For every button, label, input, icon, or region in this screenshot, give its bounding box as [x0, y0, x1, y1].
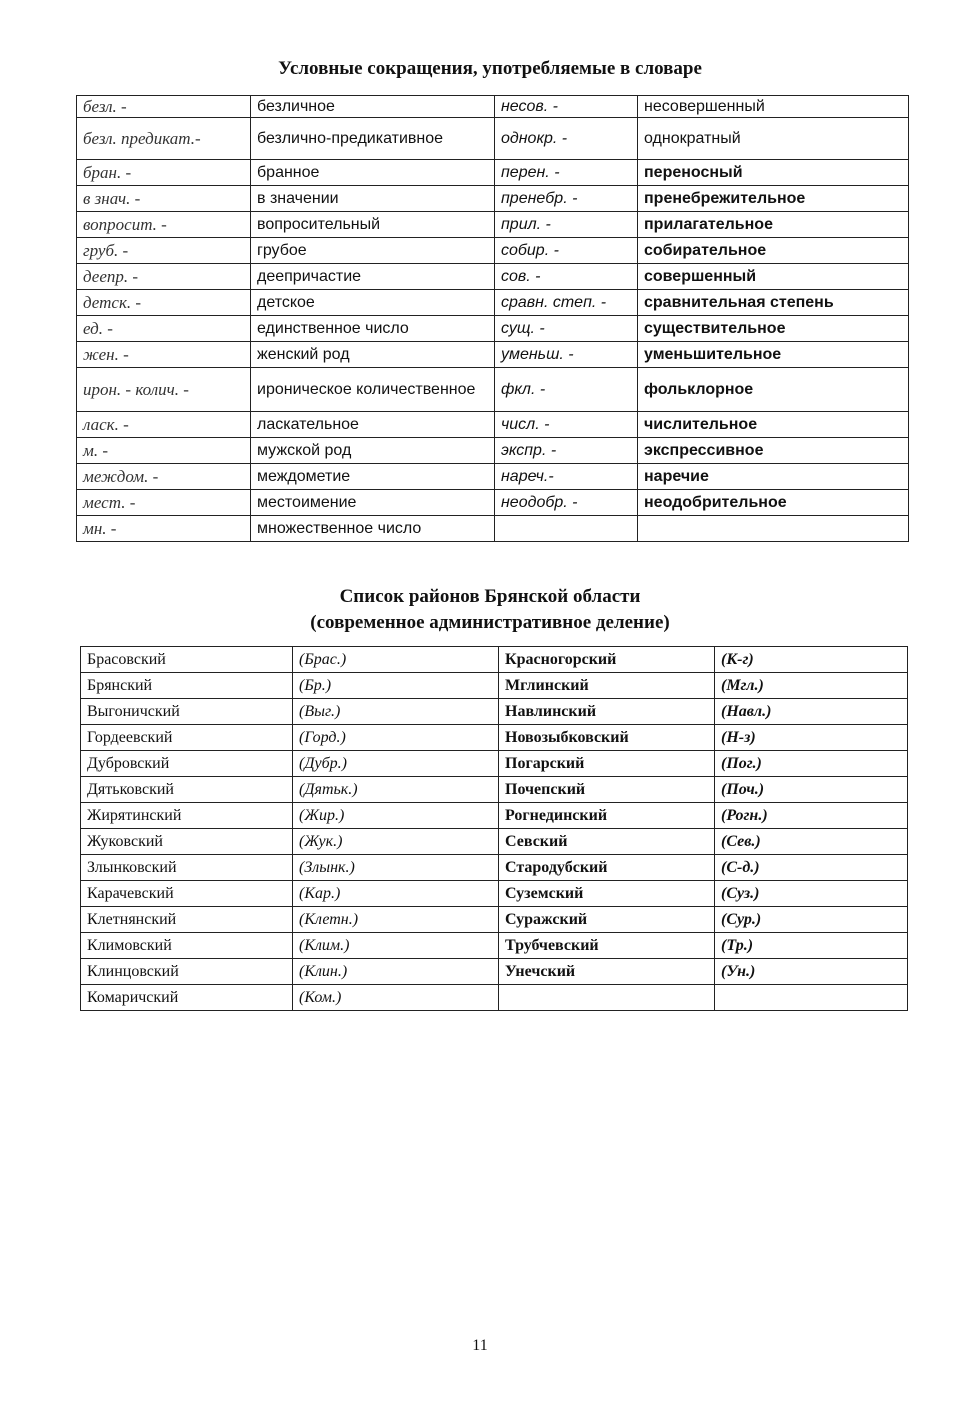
district-abbreviation	[715, 985, 908, 1011]
abbreviation-short: безл. -	[77, 96, 251, 118]
abbreviation-short: экспр. -	[495, 438, 638, 464]
abbreviation-meaning: совершенный	[638, 264, 909, 290]
district-name: Клетнянский	[81, 907, 293, 933]
abbreviation-short: груб. -	[77, 238, 251, 264]
abbreviation-short: сравн. степ. -	[495, 290, 638, 316]
district-name: Мглинский	[499, 673, 715, 699]
abbreviation-meaning: переносный	[638, 160, 909, 186]
abbreviation-meaning: бранное	[251, 160, 495, 186]
district-abbreviation: (Злынк.)	[293, 855, 499, 881]
abbreviation-meaning: уменьшительное	[638, 342, 909, 368]
district-name: Красногорский	[499, 647, 715, 673]
district-name: Комаричский	[81, 985, 293, 1011]
abbreviation-meaning: грубое	[251, 238, 495, 264]
abbreviation-short: в знач. -	[77, 186, 251, 212]
abbreviation-short: деепр. -	[77, 264, 251, 290]
abbreviation-short: сов. -	[495, 264, 638, 290]
abbreviation-short: мест. -	[77, 490, 251, 516]
district-abbreviation: (Выг.)	[293, 699, 499, 725]
district-name: Клинцовский	[81, 959, 293, 985]
abbreviation-row	[77, 342, 909, 368]
district-abbreviation: (Клетн.)	[293, 907, 499, 933]
abbreviation-row	[77, 186, 909, 212]
abbreviation-short: сущ. -	[495, 316, 638, 342]
abbreviation-short	[495, 516, 638, 542]
abbreviation-short: мн. -	[77, 516, 251, 542]
district-abbreviation: (Кар.)	[293, 881, 499, 907]
district-name: Климовский	[81, 933, 293, 959]
district-abbreviation: (Рогн.)	[715, 803, 908, 829]
district-name: Суземский	[499, 881, 715, 907]
abbreviation-short: вопросит. -	[77, 212, 251, 238]
abbreviation-meaning: женский род	[251, 342, 495, 368]
abbreviation-row	[77, 238, 909, 264]
district-abbreviation: (Сур.)	[715, 907, 908, 933]
abbreviation-row	[77, 212, 909, 238]
district-row	[81, 933, 908, 959]
abbreviation-meaning: ласкательное	[251, 412, 495, 438]
district-name: Брянский	[81, 673, 293, 699]
district-abbreviation: (Клин.)	[293, 959, 499, 985]
district-row	[81, 725, 908, 751]
abbreviation-row	[77, 412, 909, 438]
abbreviation-row	[77, 118, 909, 160]
district-row	[81, 907, 908, 933]
district-abbreviation: (К-г)	[715, 647, 908, 673]
abbreviation-row	[77, 464, 909, 490]
district-abbreviation: (Пог.)	[715, 751, 908, 777]
abbreviation-row	[77, 490, 909, 516]
abbreviation-meaning: детское	[251, 290, 495, 316]
district-row	[81, 777, 908, 803]
abbreviation-row	[77, 160, 909, 186]
abbreviation-short: перен. -	[495, 160, 638, 186]
abbreviations-table	[76, 95, 909, 542]
abbreviation-meaning: мужской род	[251, 438, 495, 464]
abbreviation-short: междом. -	[77, 464, 251, 490]
abbreviation-meaning: в значении	[251, 186, 495, 212]
districts-table	[80, 646, 908, 1011]
district-name	[499, 985, 715, 1011]
district-abbreviation: (С-д.)	[715, 855, 908, 881]
abbreviation-meaning: единственное число	[251, 316, 495, 342]
district-name: Злынковский	[81, 855, 293, 881]
district-name: Жирятинский	[81, 803, 293, 829]
abbreviation-short: ирон. - колич. -	[77, 368, 251, 412]
districts-title-line2: (современное административное деление)	[310, 612, 670, 633]
abbreviation-row	[77, 438, 909, 464]
abbreviation-short: пренебр. -	[495, 186, 638, 212]
abbreviation-meaning	[638, 516, 909, 542]
abbreviation-meaning: прилагательное	[638, 212, 909, 238]
district-name: Дубровский	[81, 751, 293, 777]
district-row	[81, 803, 908, 829]
abbreviation-meaning: пренебрежительное	[638, 186, 909, 212]
abbreviation-meaning: местоимение	[251, 490, 495, 516]
abbreviation-short: однокр. -	[495, 118, 638, 160]
district-abbreviation: (Сев.)	[715, 829, 908, 855]
abbreviation-meaning: сравнительная степень	[638, 290, 909, 316]
district-abbreviation: (Суз.)	[715, 881, 908, 907]
abbreviation-short: жен. -	[77, 342, 251, 368]
abbreviation-short: фкл. -	[495, 368, 638, 412]
district-name: Севский	[499, 829, 715, 855]
district-abbreviation: (Ун.)	[715, 959, 908, 985]
abbreviation-short: уменьш. -	[495, 342, 638, 368]
abbreviation-meaning: наречие	[638, 464, 909, 490]
abbreviation-meaning: фольклорное	[638, 368, 909, 412]
district-abbreviation: (Мгл.)	[715, 673, 908, 699]
abbreviation-short: ед. -	[77, 316, 251, 342]
districts-title	[10, 584, 960, 636]
district-row	[81, 673, 908, 699]
district-abbreviation: (Бр.)	[293, 673, 499, 699]
district-name: Жуковский	[81, 829, 293, 855]
district-abbreviation: (Клим.)	[293, 933, 499, 959]
district-name: Унечский	[499, 959, 715, 985]
page-number: 11	[472, 1337, 488, 1354]
district-name: Навлинский	[499, 699, 715, 725]
abbreviation-short: нареч.-	[495, 464, 638, 490]
abbreviation-row	[77, 96, 909, 118]
abbreviation-short: детск. -	[77, 290, 251, 316]
districts-title-line1: Список районов Брянской области	[339, 586, 641, 607]
abbreviation-meaning: ироническое количественное	[251, 368, 495, 412]
district-row	[81, 647, 908, 673]
abbreviation-meaning: вопросительный	[251, 212, 495, 238]
abbreviation-meaning: множественное число	[251, 516, 495, 542]
district-abbreviation: (Поч.)	[715, 777, 908, 803]
abbreviation-meaning: безличное	[251, 96, 495, 118]
abbreviation-short: собир. -	[495, 238, 638, 264]
district-row	[81, 855, 908, 881]
abbreviation-row	[77, 290, 909, 316]
district-abbreviation: (Брас.)	[293, 647, 499, 673]
abbreviation-short: несов. -	[495, 96, 638, 118]
district-name: Гордеевский	[81, 725, 293, 751]
district-abbreviation: (Н-з)	[715, 725, 908, 751]
district-row	[81, 881, 908, 907]
abbreviation-short: ласк. -	[77, 412, 251, 438]
abbreviation-short: неодобр. -	[495, 490, 638, 516]
abbreviation-meaning: числительное	[638, 412, 909, 438]
district-name: Дятьковский	[81, 777, 293, 803]
district-name: Суражский	[499, 907, 715, 933]
district-abbreviation: (Тр.)	[715, 933, 908, 959]
abbreviations-title: Условные сокращения, употребляемые в словаре	[278, 58, 702, 79]
district-row	[81, 985, 908, 1011]
district-row	[81, 829, 908, 855]
district-abbreviation: (Дубр.)	[293, 751, 499, 777]
district-name: Почепский	[499, 777, 715, 803]
abbreviation-short: бран. -	[77, 160, 251, 186]
district-abbreviation: (Горд.)	[293, 725, 499, 751]
abbreviation-row	[77, 516, 909, 542]
abbreviation-meaning: деепричастие	[251, 264, 495, 290]
abbreviation-row	[77, 264, 909, 290]
abbreviation-row	[77, 368, 909, 412]
district-abbreviation: (Жук.)	[293, 829, 499, 855]
abbreviation-short: м. -	[77, 438, 251, 464]
district-name: Рогнединский	[499, 803, 715, 829]
abbreviation-meaning: междометие	[251, 464, 495, 490]
district-name: Стародубский	[499, 855, 715, 881]
district-row	[81, 959, 908, 985]
district-name: Трубчевский	[499, 933, 715, 959]
district-row	[81, 751, 908, 777]
district-name: Брасовский	[81, 647, 293, 673]
abbreviation-meaning: однократный	[638, 118, 909, 160]
abbreviation-row	[77, 316, 909, 342]
district-name: Карачевский	[81, 881, 293, 907]
district-name: Выгоничский	[81, 699, 293, 725]
abbreviation-short: безл. предикат.-	[77, 118, 251, 160]
abbreviation-meaning: безлично-предикативное	[251, 118, 495, 160]
abbreviation-meaning: неодобрительное	[638, 490, 909, 516]
district-abbreviation: (Дятьк.)	[293, 777, 499, 803]
abbreviation-meaning: существительное	[638, 316, 909, 342]
district-name: Новозыбковский	[499, 725, 715, 751]
abbreviation-meaning: экспрессивное	[638, 438, 909, 464]
district-name: Погарский	[499, 751, 715, 777]
district-abbreviation: (Жир.)	[293, 803, 499, 829]
district-abbreviation: (Навл.)	[715, 699, 908, 725]
abbreviation-meaning: несовершенный	[638, 96, 909, 118]
district-row	[81, 699, 908, 725]
abbreviation-meaning: собирательное	[638, 238, 909, 264]
abbreviation-short: числ. -	[495, 412, 638, 438]
district-abbreviation: (Ком.)	[293, 985, 499, 1011]
abbreviation-short: прил. -	[495, 212, 638, 238]
